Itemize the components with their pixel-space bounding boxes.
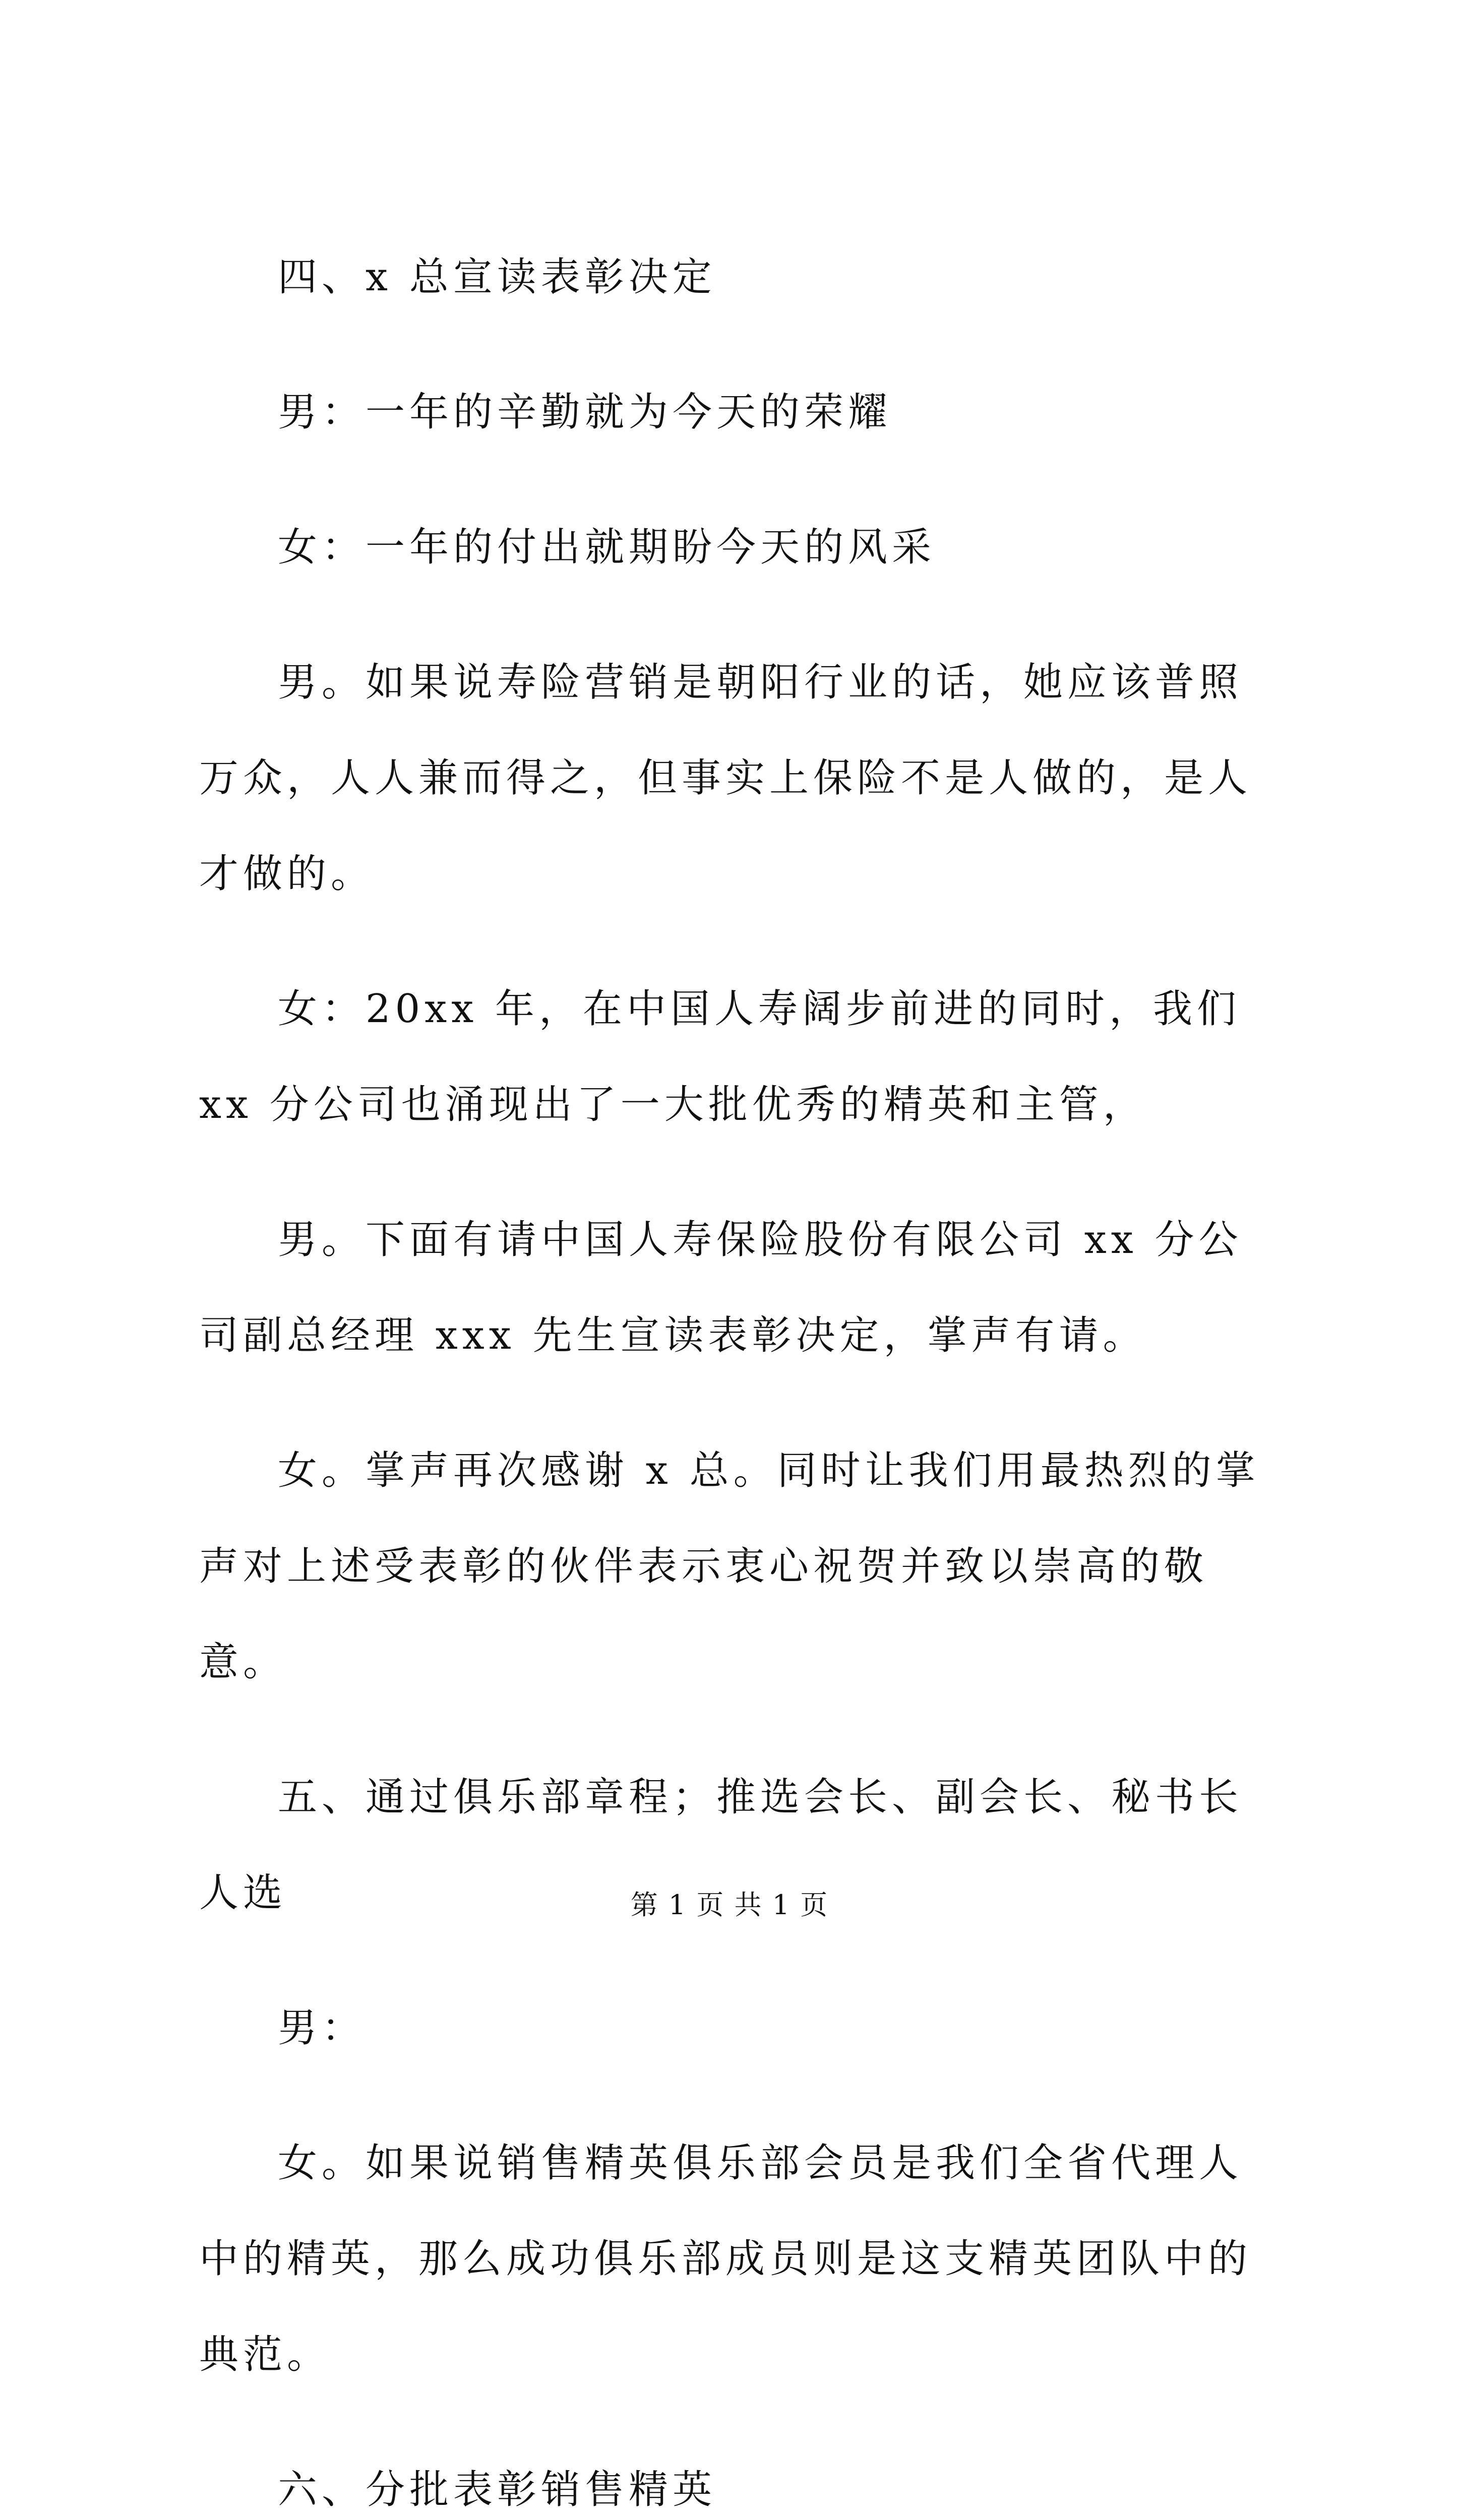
paragraph: 男。如果说寿险营销是朝阳行业的话，她应该普照万众，人人兼而得之，但事实上保险不是人做的，是人才做的。 — [199, 660, 1252, 897]
paragraph: 四、x 总宣读表彰决定 — [278, 255, 716, 300]
paragraph: 男： — [278, 2005, 366, 2051]
paragraph: 女：一年的付出就期盼今天的风采 — [278, 525, 936, 570]
paragraph: 男：一年的辛勤就为今天的荣耀 — [278, 390, 892, 435]
paragraph: 女。如果说销售精英俱乐部会员是我们全省代理人中的精英，那么成功俱乐部成员则是这支精英团队中的典范。 — [199, 2140, 1252, 2377]
paragraph: 女：20xx 年，在中国人寿阔步前进的同时，我们 xx 分公司也涌现出了一大批优秀的精英和主管， — [199, 986, 1241, 1127]
paragraph: 男。下面有请中国人寿保险股份有限公司 xx 分公司副总经理 xxx 先生宣读表彰决定，掌声有请。 — [199, 1217, 1243, 1358]
page-number-footer: 第 1 页 共 1 页 — [630, 1889, 829, 1921]
paragraph: 六、分批表彰销售精英 — [278, 2467, 717, 2512]
paragraph: 五、通过俱乐部章程；推选会长、副会长、秘书长人选 — [199, 1775, 1243, 1916]
paragraph: 女。掌声再次感谢 x 总。同时让我们用最热烈的掌声对上述受表彰的伙伴表示衷心祝贺并致以崇高的敬意。 — [199, 1448, 1260, 1685]
document-body — [199, 229, 1273, 2520]
